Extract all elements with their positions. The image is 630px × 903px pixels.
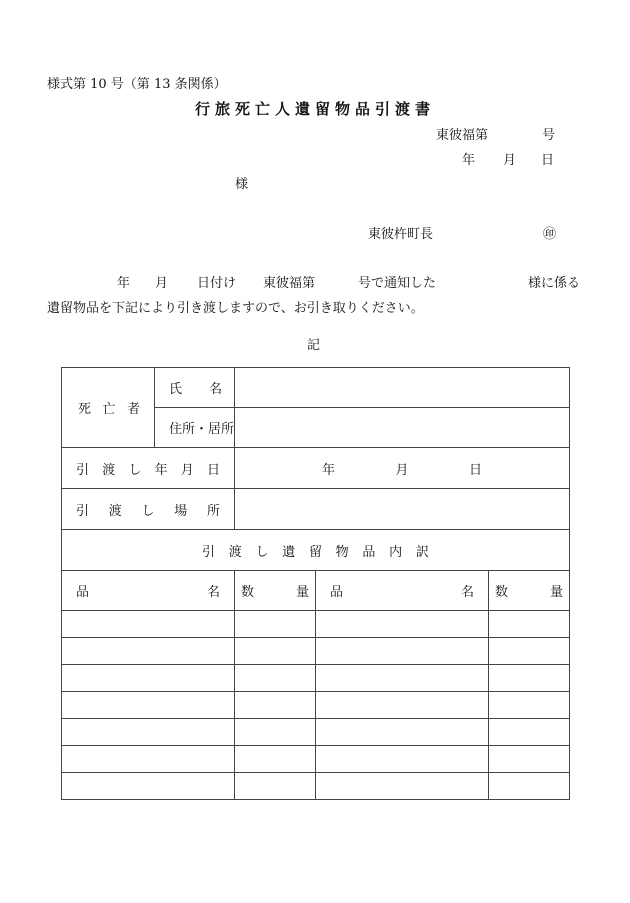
heading-char: 留: [308, 544, 322, 560]
seal-mark: ㊞: [543, 227, 557, 242]
label-char: 引: [76, 462, 90, 478]
issue-date-day: 日: [541, 153, 555, 168]
item-qty-cell[interactable]: [489, 719, 570, 746]
item-qty-cell[interactable]: [489, 692, 570, 719]
label-char: 月: [180, 462, 194, 478]
item-qty-cell[interactable]: [235, 665, 316, 692]
date-month-label: 月: [395, 462, 409, 478]
body-month: 月: [155, 276, 169, 291]
issue-date-year: 年: [462, 153, 476, 168]
document-title: 行旅死亡人遺留物品引渡書: [194, 100, 435, 118]
item-qty-cell[interactable]: [489, 638, 570, 665]
item-name-cell[interactable]: [62, 638, 235, 665]
item-name-cell[interactable]: [62, 665, 235, 692]
item-name-cell[interactable]: [316, 719, 489, 746]
label-char: 名: [460, 585, 474, 600]
handover-date-value-cell[interactable]: [235, 448, 570, 489]
label-char: 年: [154, 462, 168, 478]
heading-char: し: [255, 544, 269, 560]
items-heading-cell: [62, 530, 570, 571]
name-value-cell[interactable]: [235, 368, 570, 408]
label-char: 品: [330, 585, 344, 600]
label-char: 場: [174, 503, 188, 519]
heading-char: 遺: [282, 544, 296, 560]
item-qty-cell[interactable]: [489, 746, 570, 773]
item-row: [62, 665, 570, 692]
column-header-item-name: [62, 571, 235, 611]
item-name-cell[interactable]: [316, 692, 489, 719]
handover-table: [61, 367, 570, 800]
item-name-cell[interactable]: [62, 611, 235, 638]
label-char: 渡: [108, 503, 122, 519]
ki-heading: 記: [307, 338, 321, 353]
address-label: 住所・居所: [169, 422, 235, 437]
item-qty-cell[interactable]: [235, 719, 316, 746]
issuer-title: 東彼杵町長: [368, 227, 434, 242]
column-header-quantity-2: [489, 571, 570, 611]
label-char: 名: [208, 382, 222, 397]
label-char: 量: [549, 585, 563, 600]
label-char: 量: [295, 585, 309, 600]
label-char: 渡: [102, 462, 116, 478]
body-year: 年: [117, 276, 131, 291]
heading-char: 物: [335, 544, 349, 560]
item-row: [62, 719, 570, 746]
item-row: [62, 611, 570, 638]
item-qty-cell[interactable]: [235, 638, 316, 665]
heading-char: 品: [362, 544, 376, 560]
body-sama: 様に係る: [528, 276, 581, 291]
label-char: 氏: [169, 382, 183, 397]
item-row: [62, 692, 570, 719]
item-name-cell[interactable]: [62, 719, 235, 746]
date-day-label: 日: [468, 462, 482, 478]
addressee-suffix: 様: [235, 177, 249, 192]
heading-char: 渡: [228, 544, 242, 560]
label-char: 名: [206, 585, 220, 600]
item-name-cell[interactable]: [316, 773, 489, 800]
item-name-cell[interactable]: [316, 665, 489, 692]
address-value-cell[interactable]: [235, 408, 570, 448]
name-label-cell: [155, 368, 235, 408]
label-char: 所: [206, 503, 220, 519]
label-char: 数: [241, 585, 255, 600]
label-char: 数: [495, 585, 509, 600]
item-qty-cell[interactable]: [489, 611, 570, 638]
address-label-cell: [155, 408, 235, 448]
label-char: 日: [206, 462, 220, 478]
heading-char: 内: [389, 544, 403, 560]
item-name-cell[interactable]: [316, 638, 489, 665]
item-name-cell[interactable]: [62, 773, 235, 800]
item-name-cell[interactable]: [62, 692, 235, 719]
label-char: 死: [78, 402, 92, 417]
column-header-item-name-2: [316, 571, 489, 611]
item-qty-cell[interactable]: [489, 773, 570, 800]
handover-place-label-cell: [62, 489, 235, 530]
body-dated: 日付け: [197, 276, 237, 291]
item-name-cell[interactable]: [62, 746, 235, 773]
date-year-label: 年: [322, 462, 336, 478]
item-qty-cell[interactable]: [235, 773, 316, 800]
heading-char: 訳: [415, 544, 429, 560]
column-header-quantity: [235, 571, 316, 611]
label-char: し: [128, 462, 142, 478]
issue-date-month: 月: [503, 153, 517, 168]
item-name-cell[interactable]: [316, 746, 489, 773]
deceased-label-cell: [62, 368, 155, 448]
item-row: [62, 773, 570, 800]
item-qty-cell[interactable]: [489, 665, 570, 692]
item-row: [62, 638, 570, 665]
reference-number-prefix: 東彼福第: [436, 128, 489, 143]
body-ref-suffix: 号で通知した: [358, 276, 437, 291]
item-qty-cell[interactable]: [235, 746, 316, 773]
label-char: し: [141, 503, 155, 519]
item-name-cell[interactable]: [316, 611, 489, 638]
form-number: 様式第 10 号（第 13 条関係）: [47, 77, 227, 92]
handover-date-label-cell: [62, 448, 235, 489]
label-char: 者: [126, 402, 140, 417]
item-row: [62, 746, 570, 773]
label-char: 品: [76, 585, 90, 600]
item-qty-cell[interactable]: [235, 692, 316, 719]
label-char: 引: [76, 503, 90, 519]
body-ref-prefix: 東彼福第: [263, 276, 316, 291]
item-qty-cell[interactable]: [235, 611, 316, 638]
handover-place-value-cell[interactable]: [235, 489, 570, 530]
heading-char: 引: [202, 544, 216, 560]
reference-number-suffix: 号: [542, 128, 556, 143]
label-char: 亡: [102, 402, 116, 417]
body-line-2: 遺留物品を下記により引き渡しますので、お引き取りください。: [47, 301, 424, 316]
